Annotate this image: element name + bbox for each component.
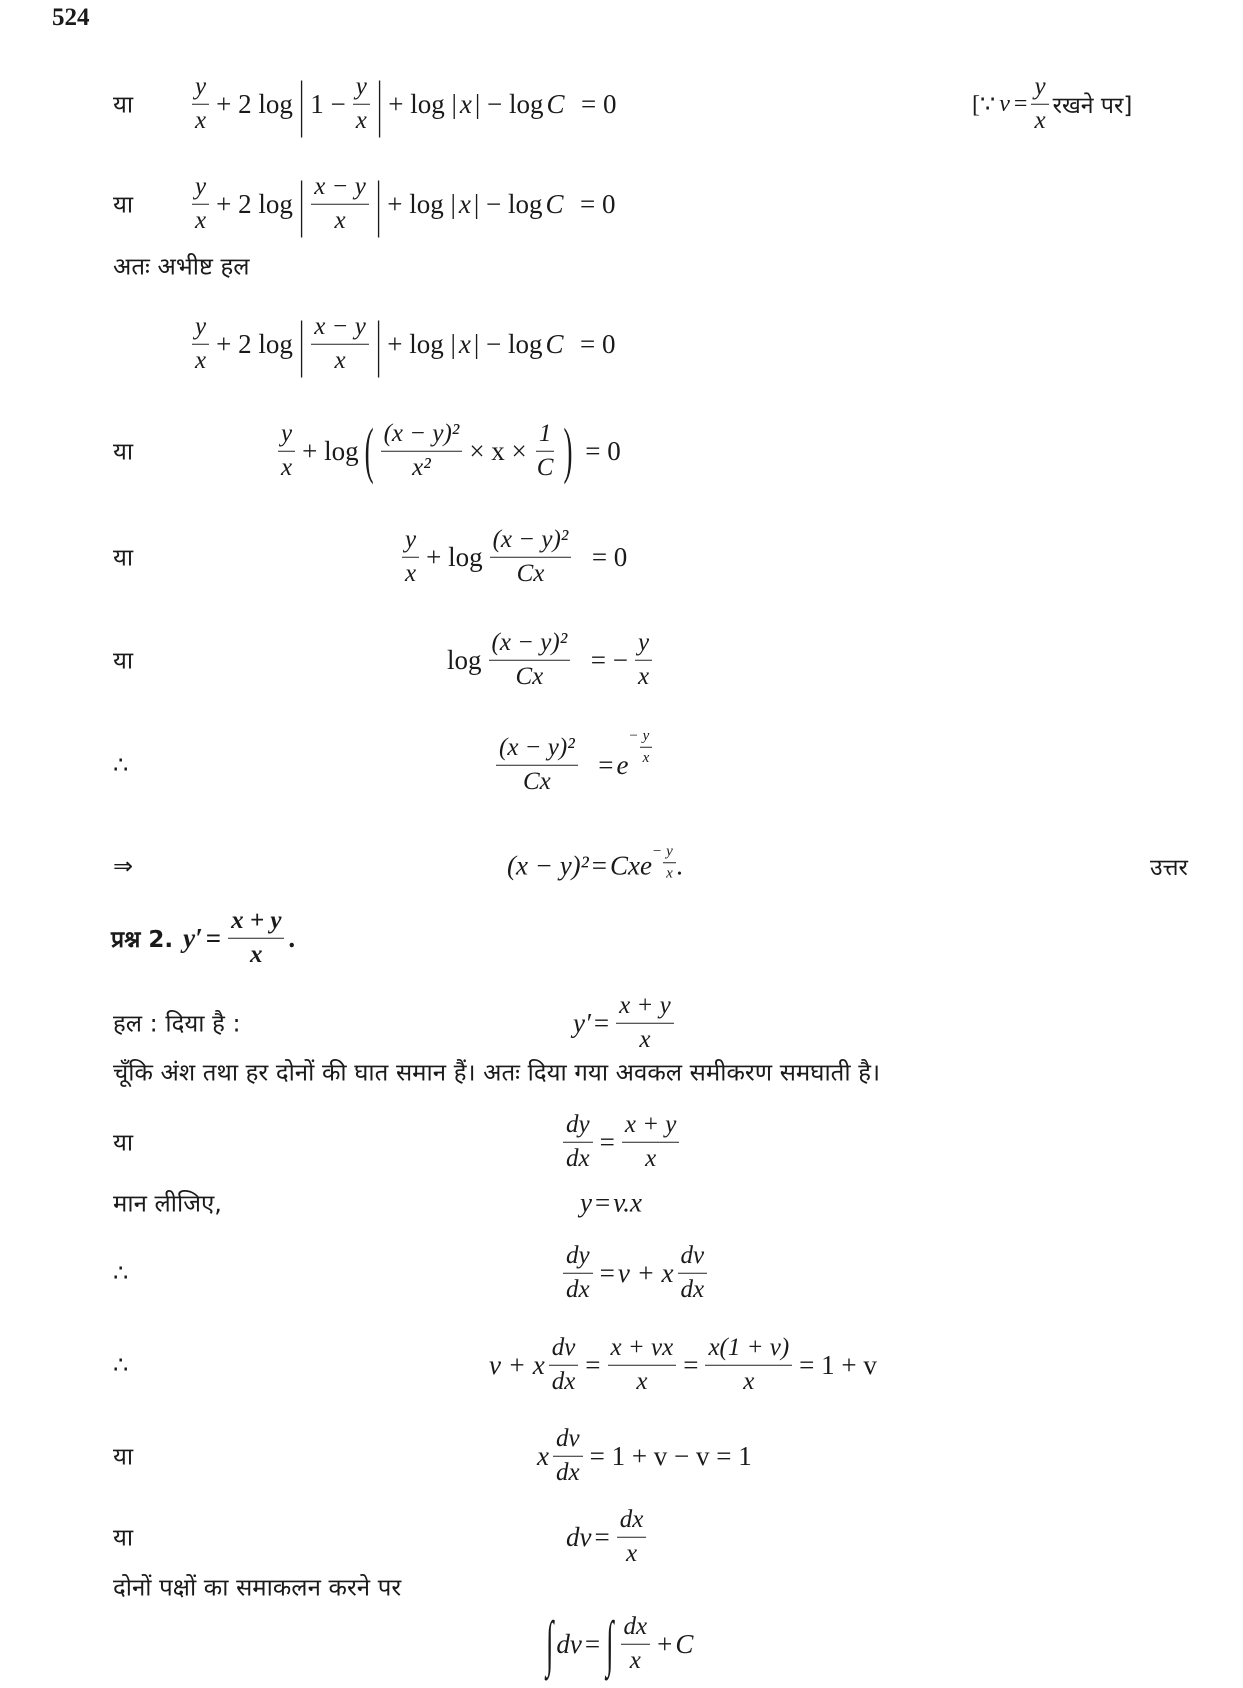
numerator: x + y — [616, 992, 674, 1024]
fraction — [489, 629, 571, 692]
note-var: v — [999, 90, 1010, 117]
numerator: x − y — [311, 173, 369, 205]
math-term: Cxe — [610, 850, 652, 881]
math-operator: = — [584, 1628, 601, 1659]
fraction — [381, 420, 463, 483]
math-operator: = 0 — [567, 88, 617, 119]
denominator: x — [636, 1367, 648, 1395]
equation-9 — [559, 1111, 683, 1174]
denominator: x — [743, 1367, 755, 1395]
numerator: y — [402, 526, 419, 558]
denominator: dx — [566, 1275, 590, 1303]
numerator: dv — [678, 1242, 708, 1274]
denominator: x — [195, 106, 207, 134]
numerator: x − y — [311, 313, 369, 345]
step-label: ⇒ — [113, 852, 134, 880]
math-term: C — [675, 1628, 694, 1659]
denominator: dx — [566, 1144, 590, 1172]
given-eq: = — [593, 1007, 610, 1038]
math-delimiter: | — [298, 68, 305, 138]
fraction — [496, 734, 578, 797]
equation-8 — [507, 843, 684, 883]
question-fraction — [228, 907, 284, 970]
denominator: x — [250, 940, 263, 968]
equation-1 — [188, 168, 618, 238]
given-equation — [573, 992, 678, 1055]
fraction — [621, 1613, 651, 1676]
math-operator: 1 − — [310, 88, 346, 119]
step-label: मान लीजिए, — [113, 1189, 222, 1218]
math-delimiter: ∫ — [546, 1608, 554, 1678]
homogeneous-statement: चूँकि अंश तथा हर दोनों की घात समान हैं। अतः दिया गया अवकल समीकरण समघाती है। — [113, 1058, 881, 1087]
note-open: [∵ — [972, 91, 996, 118]
fraction — [553, 1425, 583, 1488]
numerator: y — [635, 629, 652, 661]
math-term: x — [459, 88, 472, 119]
step-label: या — [113, 1128, 134, 1157]
denominator: dx — [555, 1458, 580, 1486]
math-delimiter: ) — [563, 415, 573, 485]
numerator: y — [192, 173, 209, 205]
question-lhs: y′ — [183, 922, 203, 953]
math-term: x — [458, 188, 471, 219]
given-lhs: y′ — [573, 1007, 591, 1038]
math-operator: + log | — [387, 188, 456, 219]
step-label: या — [113, 646, 134, 675]
math-delimiter: | — [298, 308, 305, 378]
numerator: y — [663, 843, 676, 863]
fraction — [617, 1506, 647, 1569]
step-label: या — [113, 1523, 134, 1552]
question-period: . — [288, 922, 296, 953]
fraction — [534, 420, 557, 483]
note-text: रखने पर] — [1052, 93, 1133, 119]
numerator: (x − y)² — [490, 526, 572, 558]
numerator: x + y — [622, 1111, 680, 1143]
numerator: dx — [617, 1506, 647, 1538]
exponent-sign: − — [628, 727, 639, 744]
denominator: x — [625, 1539, 638, 1567]
denominator: x — [405, 559, 417, 587]
math-term: C — [545, 188, 564, 219]
fraction — [622, 1111, 680, 1174]
fraction — [311, 173, 369, 236]
question-2 — [111, 907, 295, 970]
math-operator: + log | — [388, 88, 457, 119]
math-operator: = 0 — [566, 328, 616, 359]
denominator: Cx — [522, 767, 551, 795]
fraction — [563, 1111, 593, 1174]
numerator: y — [353, 73, 370, 105]
substitution-note — [972, 73, 1132, 136]
math-operator: + 2 log — [216, 188, 293, 219]
equation-13 — [489, 1334, 880, 1397]
math-delimiter: | — [376, 68, 383, 138]
math-operator: = — [599, 1257, 615, 1288]
equation-3 — [188, 308, 618, 378]
exponent-sign: − — [651, 843, 663, 860]
numerator: y — [278, 420, 295, 452]
math-operator: = 1 + v − v = 1 — [589, 1440, 752, 1471]
fraction — [353, 73, 370, 136]
math-term: v + x — [617, 1257, 674, 1288]
step-label: ∴ — [113, 751, 129, 779]
denominator: x² — [412, 453, 431, 481]
math-operator: log — [447, 644, 482, 675]
numerator: x + y — [228, 907, 284, 939]
math-term: . — [676, 850, 684, 881]
math-term: (x − y)² — [507, 850, 589, 881]
math-delimiter: | — [298, 168, 305, 238]
math-operator: = 0 — [578, 435, 621, 466]
math-term: v.x — [613, 1187, 642, 1218]
math-operator: + 2 log — [216, 88, 293, 119]
fraction — [635, 629, 652, 692]
math-operator: = — [599, 1126, 615, 1157]
fraction — [192, 313, 209, 376]
fraction — [278, 420, 295, 483]
answer-mark: उत्तर — [1150, 855, 1188, 881]
step-label: या — [113, 90, 134, 119]
math-operator: = — [594, 1187, 611, 1218]
denominator: x — [666, 865, 673, 882]
math-term: dv — [556, 1628, 582, 1659]
denominator: dx — [680, 1275, 705, 1303]
denominator: x — [281, 453, 293, 481]
page-number: 524 — [52, 4, 90, 31]
math-operator: = — [683, 1349, 699, 1380]
numerator: dv — [553, 1425, 583, 1457]
denominator: C — [536, 453, 554, 481]
fraction — [192, 173, 209, 236]
denominator: x — [1034, 106, 1046, 134]
fraction — [640, 728, 653, 768]
numerator: x(1 + v) — [705, 1334, 792, 1366]
question-eq: = — [205, 922, 222, 953]
math-operator: = — [591, 850, 607, 881]
step-label: या — [113, 437, 134, 466]
denominator: dx — [551, 1367, 576, 1395]
exponent — [628, 728, 653, 768]
equation-4 — [274, 415, 624, 485]
denominator: x — [637, 662, 650, 690]
math-delimiter: ∫ — [606, 1608, 614, 1678]
given-fraction — [616, 992, 674, 1055]
denominator: x — [195, 346, 207, 374]
denominator: x — [645, 1144, 657, 1172]
fraction — [563, 1242, 593, 1305]
note-eq: = — [1013, 90, 1028, 117]
math-operator: + log | — [387, 328, 456, 359]
numerator: (x − y)² — [381, 420, 463, 452]
equation-7 — [492, 727, 653, 797]
denominator: Cx — [516, 559, 545, 587]
math-operator: | − log — [473, 188, 543, 219]
math-term: C — [545, 328, 564, 359]
math-operator: + log — [426, 541, 483, 572]
math-operator: = — [584, 749, 614, 780]
math-operator: = − — [577, 644, 628, 675]
note-fraction — [1031, 73, 1048, 136]
fraction — [311, 313, 369, 376]
numerator: x + vx — [608, 1334, 677, 1366]
denominator: x — [334, 206, 346, 234]
math-operator: + — [657, 1628, 673, 1659]
math-operator: = — [594, 1521, 610, 1552]
numerator: dv — [549, 1334, 579, 1366]
math-term: C — [546, 88, 565, 119]
equation-6 — [444, 629, 656, 692]
equation-11 — [580, 1188, 642, 1219]
question-label: प्रश्न 2. — [111, 927, 174, 953]
solution-label: हल : दिया है : — [113, 1009, 241, 1038]
equation-0 — [188, 68, 620, 138]
math-operator: = — [585, 1349, 601, 1380]
numerator: dy — [563, 1111, 593, 1143]
numerator: y — [640, 728, 653, 748]
fraction — [490, 526, 572, 589]
denominator: x — [639, 1025, 651, 1053]
step-label: ∴ — [113, 1351, 129, 1379]
denominator: Cx — [515, 662, 544, 690]
math-term: dv — [566, 1521, 592, 1552]
math-operator: | − log — [473, 328, 543, 359]
math-operator: | − log — [474, 88, 544, 119]
denominator: x — [355, 106, 367, 134]
fraction — [678, 1242, 708, 1305]
numerator: 1 — [536, 420, 555, 452]
math-delimiter: | — [375, 308, 382, 378]
math-operator: = 1 + v — [799, 1349, 877, 1380]
math-term: e — [616, 749, 629, 780]
fraction — [663, 843, 676, 883]
step-label: दोनों पक्षों का समाकलन करने पर — [113, 1573, 402, 1602]
equation-5 — [398, 526, 630, 589]
equation-12 — [559, 1242, 711, 1305]
denominator: x — [642, 750, 650, 766]
denominator: x — [334, 346, 346, 374]
numerator: y — [192, 313, 209, 345]
math-operator: = 0 — [578, 541, 628, 572]
denominator: x — [195, 206, 207, 234]
math-term: v + x — [489, 1349, 545, 1380]
math-delimiter: | — [375, 168, 382, 238]
math-term: y — [580, 1187, 592, 1218]
math-term: x — [537, 1440, 549, 1471]
math-operator: + 2 log — [216, 328, 293, 359]
exponent — [652, 843, 677, 883]
step-label: या — [113, 190, 134, 219]
math-operator: + log — [302, 435, 359, 466]
step-label: अतः अभीष्ट हल — [113, 252, 250, 281]
numerator: (x − y)² — [489, 629, 571, 661]
math-operator: = 0 — [566, 188, 616, 219]
equation-14 — [537, 1425, 755, 1488]
fraction — [549, 1334, 579, 1397]
fraction — [705, 1334, 792, 1397]
equation-15 — [566, 1506, 650, 1569]
step-label: या — [113, 1442, 134, 1471]
numerator: y — [192, 73, 209, 105]
numerator: y — [1031, 73, 1048, 105]
fraction — [192, 73, 209, 136]
numerator: dy — [563, 1242, 593, 1274]
fraction — [402, 526, 419, 589]
fraction — [608, 1334, 677, 1397]
step-label: या — [113, 543, 134, 572]
equation-17 — [543, 1608, 694, 1678]
math-operator: × x × — [469, 435, 527, 466]
numerator: dx — [621, 1613, 651, 1645]
math-term: x — [458, 328, 471, 359]
numerator: (x − y)² — [496, 734, 578, 766]
denominator: x — [629, 1646, 641, 1674]
step-label: ∴ — [113, 1259, 129, 1287]
math-delimiter: ( — [364, 415, 374, 485]
